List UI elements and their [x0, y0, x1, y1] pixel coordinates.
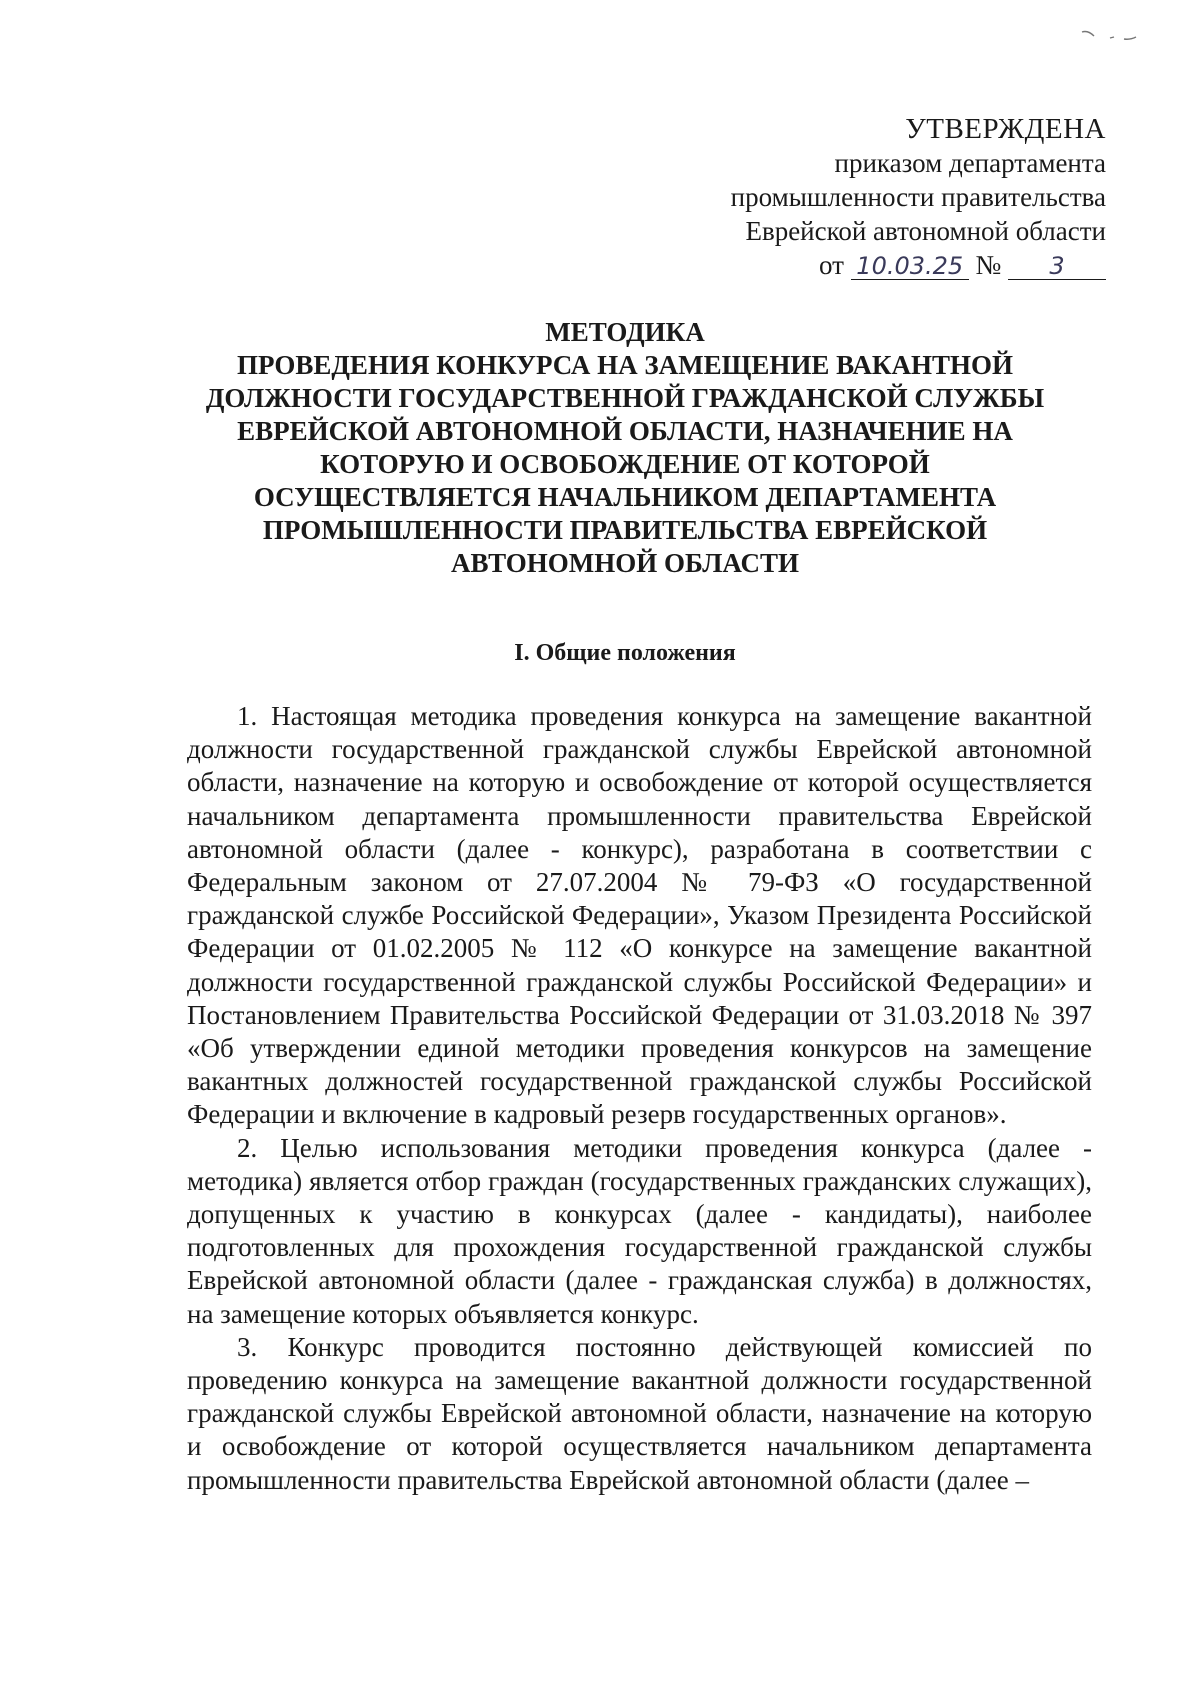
approval-line-1: приказом департамента: [834, 148, 1106, 178]
paragraph-3: 3. Конкурс проводится постоянно действующей комиссией по проведению конкурса на замещение вакантной должности государственной гражданской службы Еврейской автономной области, назначение на которую и освобождение от которой осуществляется начальником департамента промышленности правительства Еврейской автономной области (далее –: [187, 1331, 1092, 1495]
document-title: [190, 316, 1060, 580]
title-line-2: ПРОВЕДЕНИЯ КОНКУРСА НА ЗАМЕЩЕНИЕ ВАКАНТНОЙ: [237, 350, 1013, 380]
approval-date-line: [819, 248, 1106, 282]
approval-line-3: Еврейской автономной области: [745, 216, 1106, 246]
approval-title: УТВЕРЖДЕНА: [905, 113, 1106, 145]
title-line-8: АВТОНОМНОЙ ОБЛАСТИ: [450, 548, 799, 578]
body-text: [187, 700, 1092, 1497]
date-prefix: от: [819, 250, 844, 280]
paragraph-1: 1. Настоящая методика проведения конкурса на замещение вакантной должности государственной гражданской службы Еврейской автономной области, назначение на которую и освобождение от которой осуществляется начальником департамента промышленности правительства Еврейской автономной области (далее - конкурс), разработана в соответствии с Федеральным законом от 27.07.2004 № 79-ФЗ «О государственной гражданской службе Российской Федерации», Указом Президента Российской Федерации от 01.02.2005 № 112 «О конкурсе на замещение вакантной должности государственной гражданской службы Российской Федерации» и Постановлением Правительства Российской Федерации от 31.03.2018 № 397 «Об утверждении единой методики проведения конкурсов на замещение вакантных должностей государственной гражданской службы Российской Федерации и включение в кадровый резерв государственных органов».: [187, 701, 1092, 1130]
paragraph-2: 2. Целью использования методики проведения конкурса (далее - методика) является отбор граждан (государственных гражданских служащих), допущенных к участию в конкурсах (далее - кандидаты), наиболее подготовленных для прохождения государственной гражданской службы Еврейской автономной области (далее - гражданская служба) в должностях, на замещение которых объявляется конкурс.: [187, 1132, 1092, 1329]
title-line-3: ДОЛЖНОСТИ ГОСУДАРСТВЕННОЙ ГРАЖДАНСКОЙ СЛУЖБЫ: [205, 383, 1045, 413]
title-line-4: ЕВРЕЙСКОЙ АВТОНОМНОЙ ОБЛАСТИ, НАЗНАЧЕНИЕ НА: [237, 416, 1013, 446]
approval-line-2: промышленности правительства: [730, 182, 1106, 212]
title-line-1: МЕТОДИКА: [545, 317, 705, 347]
scan-artifact-mark: [1080, 28, 1140, 42]
title-line-5: КОТОРУЮ И ОСВОБОЖДЕНИЕ ОТ КОТОРОЙ: [320, 449, 930, 479]
title-line-7: ПРОМЫШЛЕННОСТИ ПРАВИТЕЛЬСТВА ЕВРЕЙСКОЙ: [262, 515, 988, 545]
section-heading: I. Общие положения: [514, 640, 736, 666]
number-prefix: №: [975, 250, 1002, 280]
handwritten-date: 10.03.25: [851, 253, 969, 280]
approval-block: [731, 112, 1106, 282]
handwritten-number: 3: [1008, 253, 1106, 280]
title-line-6: ОСУЩЕСТВЛЯЕТСЯ НАЧАЛЬНИКОМ ДЕПАРТАМЕНТА: [253, 482, 997, 512]
